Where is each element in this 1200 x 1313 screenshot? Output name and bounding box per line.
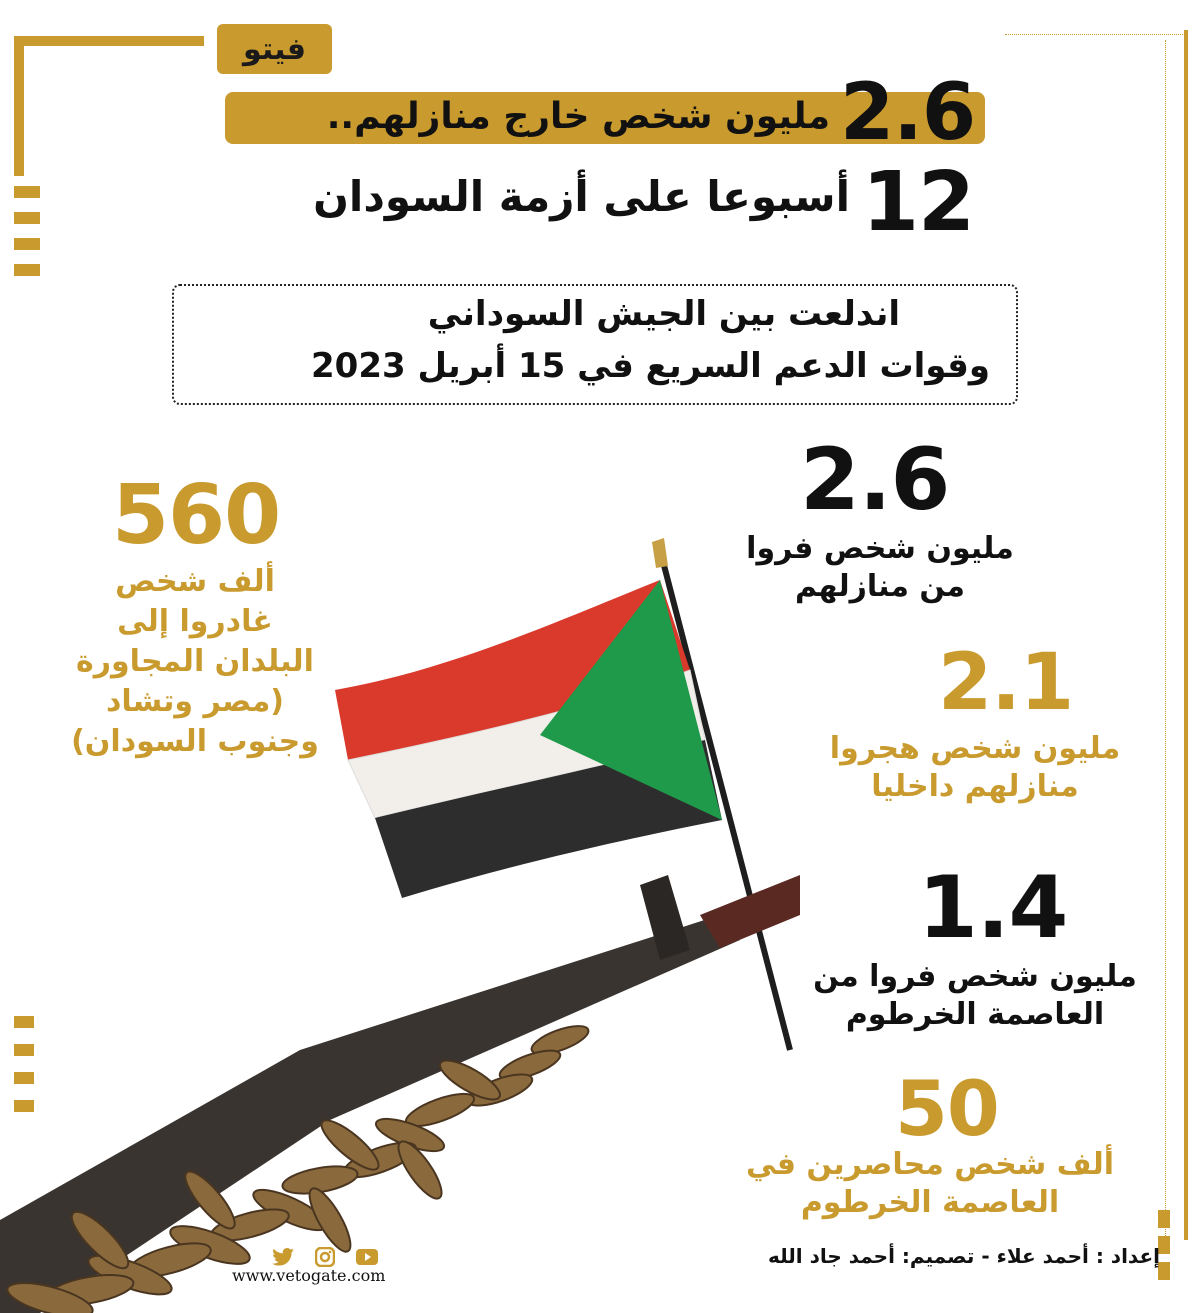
left-stat-line5: وجنوب السودان) — [71, 724, 319, 759]
stat-1-number: 2.6 — [800, 430, 950, 530]
brand-logo: فيتو — [217, 24, 332, 74]
stat-3-number: 1.4 — [918, 858, 1068, 958]
frame-thin-line — [1005, 34, 1185, 35]
left-stat-line1: ألف شخص — [115, 564, 275, 599]
stat-4-label — [730, 1146, 1130, 1222]
left-stat-line2: غادروا إلى — [117, 604, 273, 639]
headline-line1-number: 2.6 — [840, 68, 976, 158]
left-stat-label — [60, 562, 330, 762]
stat-3-line2: العاصمة الخرطوم — [845, 997, 1105, 1032]
headline-line2-text: أسبوعا على أزمة السودان — [313, 172, 850, 221]
frame-dash — [14, 186, 40, 198]
stat-4-number: 50 — [895, 1064, 999, 1153]
stat-1-line1: مليون شخص فروا — [746, 531, 1014, 566]
credits-text: إعداد : أحمد علاء - تصميم: أحمد جاد الله — [767, 1244, 1160, 1268]
frame-left-bar — [14, 36, 24, 176]
frame-dash — [1158, 1210, 1170, 1228]
headline-line1-text: مليون شخص خارج منازلهم.. — [326, 96, 830, 137]
frame-dash — [14, 264, 40, 276]
frame-thin-line — [1165, 40, 1166, 1240]
stat-2-number: 2.1 — [938, 638, 1074, 728]
website-url[interactable]: www.vetogate.com — [232, 1266, 386, 1285]
subtitle-line2: وقوات الدعم السريع في 15 أبريل 2023 — [311, 346, 990, 386]
left-stat-line3: البلدان المجاورة — [76, 644, 314, 679]
youtube-icon[interactable] — [356, 1246, 378, 1268]
frame-dash — [14, 238, 40, 250]
stat-2-label — [825, 730, 1125, 806]
stat-1-label — [730, 530, 1030, 606]
frame-dash — [14, 212, 40, 224]
frame-top-bar — [14, 36, 204, 46]
left-stat-number: 560 — [112, 468, 281, 563]
twitter-icon[interactable] — [272, 1246, 294, 1268]
subtitle-line1: اندلعت بين الجيش السوداني — [427, 294, 900, 334]
stat-4-line2: العاصمة الخرطوم — [800, 1185, 1060, 1220]
frame-right-bar — [1184, 30, 1188, 1240]
stat-2-line2: منازلهم داخليا — [871, 769, 1079, 804]
left-stat-line4: (مصر وتشاد — [105, 684, 285, 719]
stat-3-line1: مليون شخص فروا من — [813, 959, 1137, 994]
stat-1-line2: من منازلهم — [795, 569, 965, 604]
instagram-icon[interactable] — [314, 1246, 336, 1268]
stat-2-line1: مليون شخص هجروا — [829, 731, 1121, 766]
pole-tip — [652, 538, 668, 568]
stat-4-line1: ألف شخص محاصرين في — [745, 1147, 1115, 1182]
stat-3-label — [805, 958, 1145, 1034]
headline-line2-number: 12 — [862, 155, 975, 250]
